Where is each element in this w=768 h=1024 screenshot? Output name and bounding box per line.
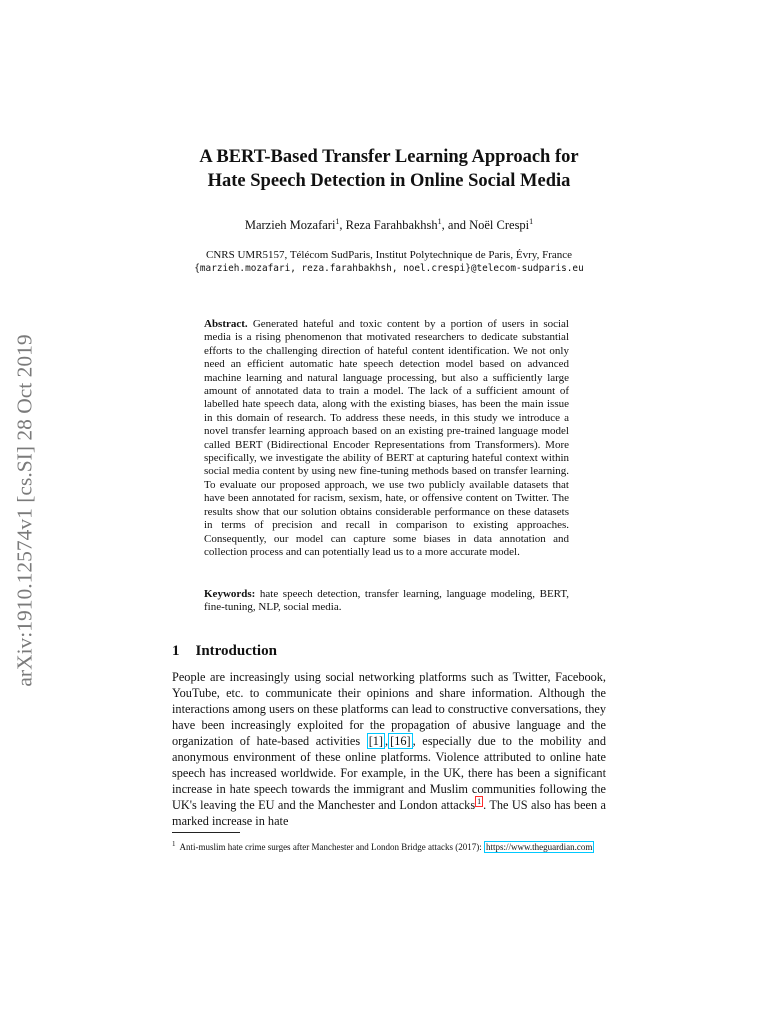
author-affil-mark: 1 xyxy=(335,217,340,226)
arxiv-stamp-text: arXiv:1910.12574v1 [cs.SI] 28 Oct 2019 xyxy=(12,333,37,687)
footnote-text: Anti-muslim hate crime surges after Manchester and London Bridge attacks (2017): xyxy=(179,842,484,852)
abstract xyxy=(204,318,569,559)
author-name: Noël Crespi xyxy=(469,218,530,233)
abstract-label: Abstract. xyxy=(204,318,248,330)
paper-title xyxy=(172,145,606,193)
author-separator: , xyxy=(339,218,346,233)
keywords xyxy=(204,588,569,615)
keywords-label: Keywords: xyxy=(204,588,256,600)
affiliation: CNRS UMR5157, Télécom SudParis, Institut Polytechnique de Paris, Évry, France xyxy=(205,249,573,261)
affiliation-block xyxy=(172,248,606,276)
section-number: 1 xyxy=(172,643,180,659)
citation-separator: , xyxy=(385,734,389,748)
author-emails: {marzieh.mozafari, reza.farahbakhsh, noel.crespi}@telecom-sudparis.eu xyxy=(194,263,584,274)
author-separator: , and xyxy=(441,218,470,233)
abstract-text: Generated hateful and toxic content by a portion of users in social media is a rising phenomenon that motivated researchers to dedicate substantial efforts to the challenging direction of hateful content identification. We not only need an efficient automatic hate speech detection model based on advanced machine learning and natural language processing, but also a sufficiently large amount of annotated data to train a model. The lack of a sufficient amount of labelled hate speech data, along with the existing biases, has been the main issue in this domain of research. To address these needs, in this study we introduce a novel transfer learning approach based on an existing pre-trained language model called BERT (Bidirectional Encoder Representations from Transformers). More specifically, we investigate the ability of BERT at capturing hateful context within social media content by using new fine-tuning methods based on transfer learning. To evaluate our proposed approach, we use two publicly available datasets that have been annotated for racism, sexism, hate, or offensive content on Twitter. The results show that our solution obtains considerable performance on these datasets in terms of precision and recall in comparison to existing approaches. Consequently, our model can capture some biases in data annotation and collection process and can potentially lead us to a more accurate model. xyxy=(204,318,569,558)
footnote-number: 1 xyxy=(172,840,176,848)
citation-link[interactable]: [16] xyxy=(390,734,411,748)
intro-text-3: . The US also has been a marked increase in hate xyxy=(172,798,606,828)
intro-paragraph xyxy=(172,669,606,829)
footnote xyxy=(172,838,606,853)
author-list xyxy=(172,217,606,233)
author-affil-mark: 1 xyxy=(437,217,442,226)
keywords-text: hate speech detection, transfer learning, language modeling, BERT, fine-tuning, NLP, social media. xyxy=(204,588,569,614)
footnote-rule xyxy=(172,832,240,833)
title-line-2: Hate Speech Detection in Online Social Media xyxy=(207,171,571,191)
footnote-url-link[interactable]: https://www.theguardian.com xyxy=(486,842,593,852)
section-title: Introduction xyxy=(195,643,277,659)
intro-text-1: People are increasingly using social networking platforms such as Twitter, Facebook, YouTube, etc. to communicate their opinions and share information. Although the interactions among users on these platforms can lead to constructive conversations, they have been increasingly exploited for the propagation of abusive language and the organization of hate-based activities xyxy=(172,670,606,748)
intro-text-2: , especially due to the mobility and anonymous environment of these online platforms. Violence attributed to online hate speech has increased worldwide. For example, in the UK, there has been a significant increase in hate speech towards the immigrant and Muslim communities following the UK's leaving the EU and the Manchester and London attacks xyxy=(172,734,606,812)
section-heading xyxy=(172,643,277,660)
arxiv-stamp xyxy=(2,290,48,730)
footnote-marker[interactable]: 1 xyxy=(477,796,482,806)
author-name: Marzieh Mozafari xyxy=(244,218,336,233)
author-affil-mark: 1 xyxy=(529,217,534,226)
author-name: Reza Farahbakhsh xyxy=(345,218,438,233)
title-line-1: A BERT-Based Transfer Learning Approach for xyxy=(199,147,579,167)
citation-link[interactable]: [1] xyxy=(368,734,384,748)
